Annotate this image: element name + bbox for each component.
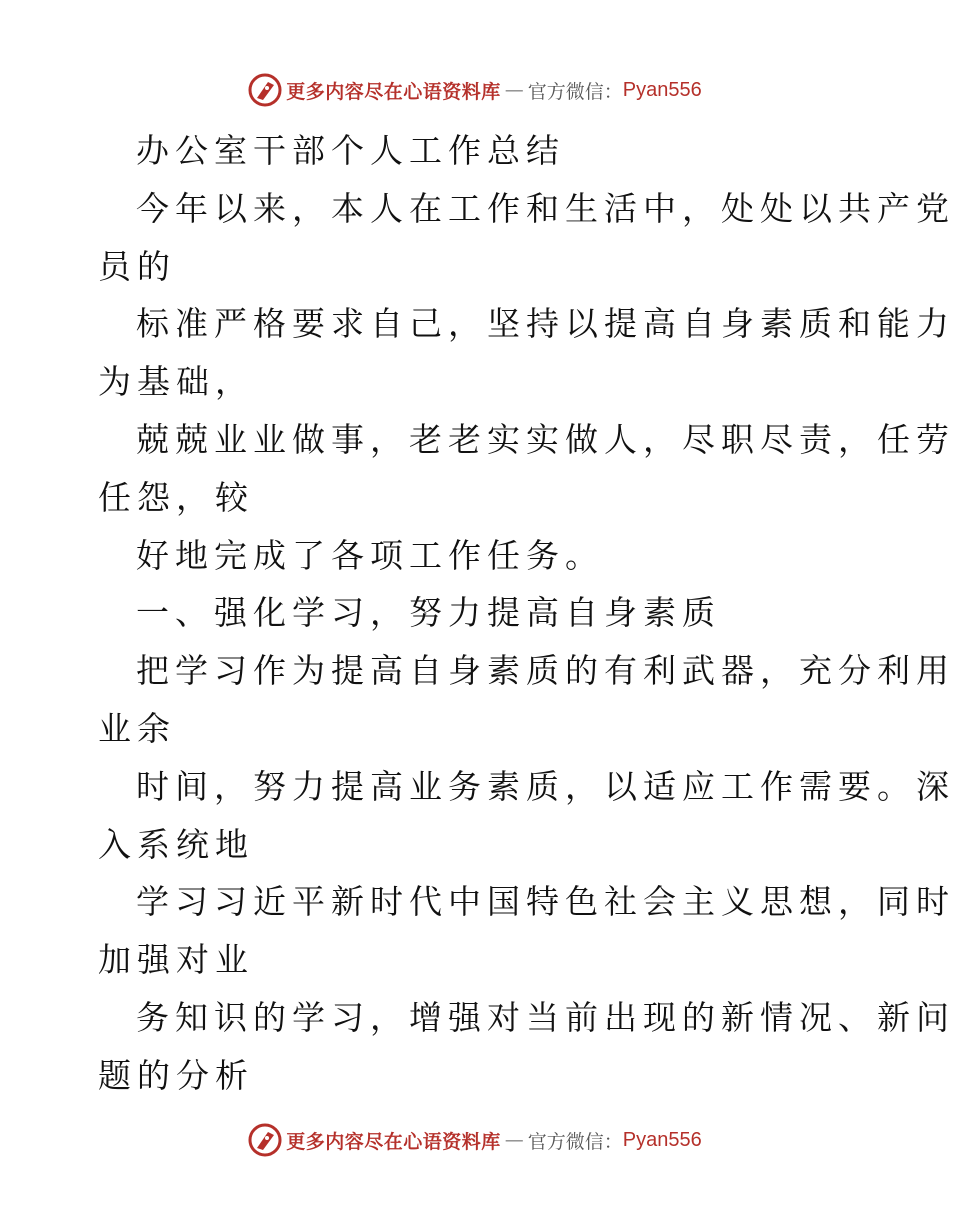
header-wechat-id: Pyan556 (622, 78, 702, 101)
header-banner-text: 更多内容尽在心语资料库 (286, 80, 501, 103)
document-body (98, 122, 955, 1105)
paragraph-line: 任怨，较 (98, 477, 254, 517)
section-heading: 一、强化学习，努力提高自身素质 (136, 593, 721, 633)
paragraph-line: 务知识的学习，增强对当前出现的新情况、新问 (136, 997, 955, 1037)
paragraph-line: 业余 (98, 708, 176, 748)
footer-wechat-label: 官方微信： (527, 1130, 623, 1153)
footer-banner-text: 更多内容尽在心语资料库 (286, 1130, 501, 1153)
paragraph-line: 今年以来，本人在工作和生活中，处处以共产党 (136, 188, 955, 228)
paragraph-line: 员的 (98, 246, 176, 286)
paragraph-line: 时间，努力提高业务素质，以适应工作需要。深 (136, 766, 955, 806)
paragraph-line: 标准严格要求自己，坚持以提高自身素质和能力 (136, 304, 955, 344)
paragraph-line: 好地完成了各项工作任务。 (136, 535, 604, 575)
paragraph-line: 学习习近平新时代中国特色社会主义思想，同时 (136, 882, 955, 922)
document-title: 办公室干部个人工作总结 (136, 131, 565, 170)
paragraph-line: 入系统地 (98, 824, 254, 864)
footer-banner-separator: — (504, 1129, 524, 1151)
pen-nib-logo-icon (248, 73, 282, 107)
header-banner-separator: — (504, 79, 524, 101)
paragraph-line: 加强对业 (98, 940, 254, 980)
footer-wechat-id: Pyan556 (622, 1128, 702, 1151)
pen-nib-logo-icon (248, 1123, 282, 1157)
header-banner (0, 70, 950, 110)
paragraph-line: 为基础， (98, 362, 254, 402)
footer-banner (0, 1120, 950, 1160)
paragraph-line: 把学习作为提高自身素质的有利武器，充分利用 (136, 651, 955, 691)
header-wechat-label: 官方微信： (527, 80, 623, 103)
paragraph-line: 兢兢业业做事，老老实实做人，尽职尽责，任劳 (136, 419, 955, 459)
paragraph-line: 题的分析 (98, 1055, 254, 1095)
